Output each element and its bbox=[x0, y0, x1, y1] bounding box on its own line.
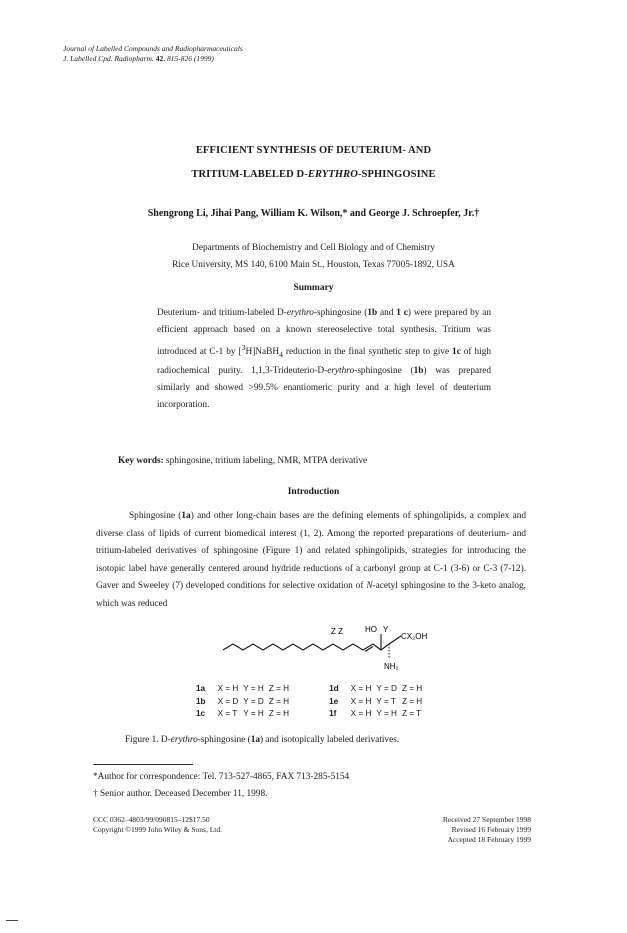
author-list: Shengrong Li, Jihai Pang, William K. Wilson,* and George J. Schroepfer, Jr.† bbox=[147, 208, 480, 219]
paper-title-line-1: EFFICIENT SYNTHESIS OF DEUTERIUM- AND bbox=[195, 145, 432, 156]
double-bond-line bbox=[365, 647, 373, 652]
footnotes bbox=[93, 769, 349, 803]
journal-volume: 42 bbox=[155, 54, 164, 63]
introduction-text: Sphingosine (1a) and other long-chain bases are the defining elements of sphingolipids, a complex and diverse class of lipids of current biomedical interest (1, 2). Among the reported preparations of deuterium- and tritium-labeled derivatives of sphingosine (Figure 1) and related sphingolipids, strategies for introducing the isotopic label have generally centered around hydride reductions of a carbonyl group at C-1 (3-6) or C-3 (7-12). Gaver and Sweeley (7) developed conditions for selective oxidation of N-acetyl sphingosine to the 3-keto analog, which was reduced bbox=[96, 511, 527, 609]
corner-mark bbox=[6, 920, 18, 921]
copyright-line: Copyright ©1999 John Wiley & Sons, Ltd. bbox=[93, 825, 223, 834]
paper-title-line-2: TRITIUM-LABELED D-ERYTHRO-SPHINGOSINE bbox=[191, 169, 436, 180]
label-cx2oh: CX₂OH bbox=[401, 632, 428, 641]
label-nh2: NH₂ bbox=[384, 662, 399, 671]
keywords: Key words: sphingosine, tritium labeling, NMR, MTPA derivative bbox=[118, 456, 368, 466]
footnote-senior-author: † Senior author. Deceased December 11, 1998. bbox=[93, 789, 268, 799]
label-ho: HO bbox=[365, 625, 377, 634]
label-y: Y bbox=[383, 625, 389, 634]
footnote-correspondence: *Author for correspondence: Tel. 713-527-4865, FAX 713-285-5154 bbox=[93, 772, 350, 782]
sphingosine-structure bbox=[215, 606, 445, 676]
copyright-block bbox=[93, 815, 222, 835]
table-row: 1c X = T Y = H Z = H 1f X = H Y = H Z = T bbox=[196, 709, 422, 718]
derivative-table bbox=[196, 683, 427, 721]
table-row: 1a X = H Y = H Z = H 1d X = H Y = D Z = H bbox=[196, 684, 423, 693]
affiliation: Departments of Biochemistry and Cell Biology and of Chemistry Rice University, MS 140, 6100 Main St., Houston, Texas 77005-1892, USA bbox=[172, 243, 455, 270]
journal-header bbox=[63, 44, 243, 64]
summary-heading: Summary bbox=[293, 283, 334, 293]
journal-citation: J. Labelled Cpd. Radiopharm. 42, 815-826 (1999) bbox=[63, 54, 214, 63]
table-row: 1b X = D Y = D Z = H 1e X = H Y = T Z = H bbox=[196, 696, 423, 706]
ccc-code: CCC 0362–4803/99/090815–12$17.50 bbox=[93, 815, 210, 824]
footnote-divider bbox=[93, 764, 193, 765]
dates-block bbox=[443, 815, 531, 845]
alkyl-chain-bond bbox=[223, 644, 389, 650]
introduction-heading: Introduction bbox=[287, 487, 340, 497]
revised-date: Revised 16 February 1999 bbox=[451, 825, 531, 834]
accepted-date: Accepted 18 February 1999 bbox=[447, 835, 531, 844]
summary-text: Deuterium- and tritium-labeled D-erythro-sphingosine (1b and 1 c) were prepared by an efficient approach based on a known stereoselective total synthesis. Tritium was introduced at C-1 by [$^3$H]NaBH$_4$ reduction in the final synthetic step to give 1c of high radiochemical purity. 1,1,3-Trideuterio-D-erythro-sphingosine (1b) was prepared similarly and showed >99.5% enantiomeric purity and a high level of deuterium incorporation. bbox=[157, 308, 492, 410]
figure-caption: Figure 1. D-erythro-sphingosine (1a) and isotopically labeled derivatives. bbox=[125, 735, 400, 745]
received-date: Received 27 September 1998 bbox=[442, 815, 531, 824]
label-zz: Z Z bbox=[331, 627, 343, 636]
journal-name: Journal of Labelled Compounds and Radiopharmaceuticals bbox=[63, 44, 243, 53]
c1-bond bbox=[389, 636, 401, 644]
